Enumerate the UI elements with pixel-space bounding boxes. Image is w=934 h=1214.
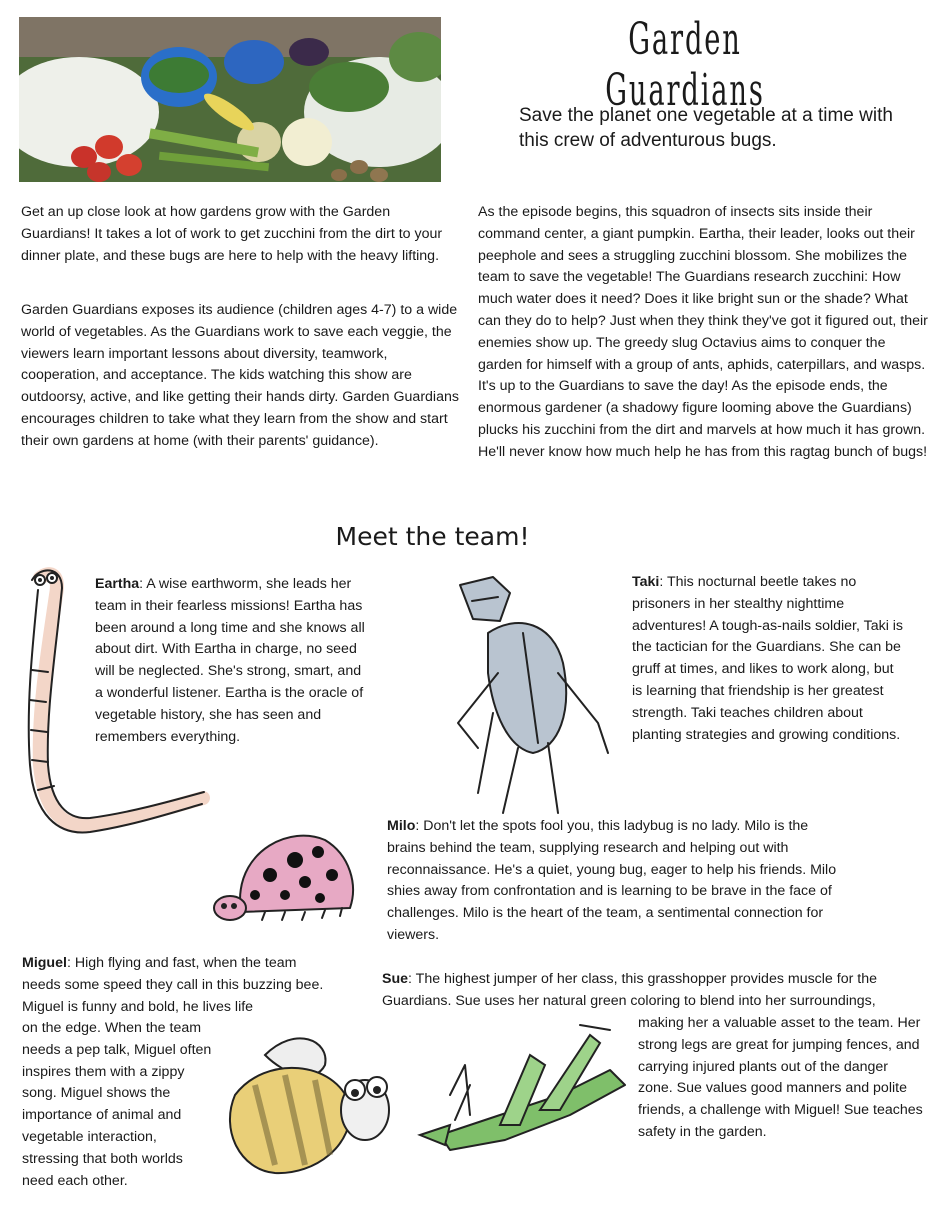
intro-paragraph: Garden Guardians exposes its audience (children ages 4-7) to a wide world of vegetables. As the Guardians work to save each veggie, the viewers learn important lessons about diversity, teamwork, cooperation, and acceptance. The kids watching this show are outdoorsy, active, and like getting their hands dirty. Garden Guardians encourages children to take what they learn from the show and start their own gardens at home (with their parents' guidance). [21, 302, 459, 449]
sue-text-top: : The highest jumper of her class, this grasshopper provides muscle for the Guardians. Sue uses her natural green coloring to blend into her surroundings, [382, 971, 877, 1009]
meet-team-heading: Meet the team! [335, 522, 530, 551]
sue-name: Sue [382, 971, 409, 987]
miguel-text-top: : High flying and fast, when the team needs some speed they call in this buzzing bee. Miguel is funny and bold, he lives life [22, 955, 324, 1015]
taki-name: Taki [632, 574, 660, 590]
intro-paragraph: Get an up close look at how gardens grow with the Garden Guardians! It takes a lot of work to get zucchini from the dirt to your dinner plate, and these bugs are here to help with the heavy lifting. [21, 204, 443, 264]
taki-description [632, 572, 907, 746]
grasshopper-icon [410, 1025, 635, 1165]
page-title: Garden Guardians [605, 14, 765, 116]
ladybug-illustration [210, 820, 365, 935]
bee-illustration [205, 1025, 405, 1200]
vegetable-photo [19, 17, 441, 182]
miguel-name: Miguel [22, 955, 67, 971]
miguel-description-top [22, 953, 332, 1018]
milo-description [387, 816, 837, 947]
bee-icon [205, 1025, 405, 1195]
milo-text: : Don't let the spots fool you, this ladybug is no lady. Milo is the brains behind the team, supplying research and helping out with reconnaissance. He's a quiet, young bug, eager to help his friends. Milo shies away from confrontation and is learning to be brave in the face of challenges. Milo is the heart of the team, a sentimental connection for viewers. [387, 818, 837, 943]
grasshopper-illustration [410, 1025, 635, 1170]
taki-text: : This nocturnal beetle takes no prisoners in her stealthy nighttime adventures! A tough-as-nails soldier, Taki is the tactician for the Guardians. She can be gruff at times, and likes to work along, but is learning that friendship is her greatest strength. Taki teaches children about planting strategies and growing conditions. [632, 574, 904, 743]
beetle-illustration [448, 573, 623, 823]
tagline: Save the planet one vegetable at a time with this crew of adventurous bugs. [519, 105, 893, 151]
episode-summary: As the episode begins, this squadron of insects sits inside their command center, a giant pumpkin. Eartha, their leader, looks out their peephole and sees a struggling zucchini blossom. She mobilizes the team to save the vegetable! The Guardians research zucchini: How much water does it need? Does it like bright sun or the shade? What can they do to help? Just when they think they've got it figured out, their enemies show up. The greedy slug Octavius aims to conquer the garden for himself with a group of ants, aphids, caterpillars, and wasps. It's up to the Guardians to save the day! As the episode ends, the enormous gardener (a shadowy figure looming above the Guardians) plucks his zucchini from the dirt and marvels at how much it has grown. He'll never know how much help he has from this ragtag bunch of bugs! [478, 204, 928, 460]
miguel-text-bottom: on the edge. When the team needs a pep talk, Miguel often inspires them with a zippy song. Miguel shows the importance of animal and vegetable interaction, stressing that both worlds need each other. [22, 1020, 212, 1189]
ladybug-icon [210, 820, 365, 930]
eartha-name: Eartha [95, 576, 140, 592]
sue-description-top [382, 969, 927, 1013]
eartha-text: : A wise earthworm, she leads her team in their fearless missions! Eartha has been around a long time and she knows all about dirt. With Eartha in charge, no seed will be neglected. She's strong, smart, and a wonderful listener. Eartha is the oracle of vegetable history, she has seen and remembers everything. [95, 576, 365, 745]
vegetable-harvest-icon [19, 17, 441, 182]
eartha-description [95, 574, 365, 748]
beetle-icon [448, 573, 623, 818]
sue-text-bottom: making her a valuable asset to the team. Her strong legs are great for jumping fences, and carrying injured plants out of the danger zone. Sue values good manners and polite friends, a challenge with Miguel! Sue teaches safety in the garden. [638, 1015, 923, 1140]
milo-name: Milo [387, 818, 416, 834]
